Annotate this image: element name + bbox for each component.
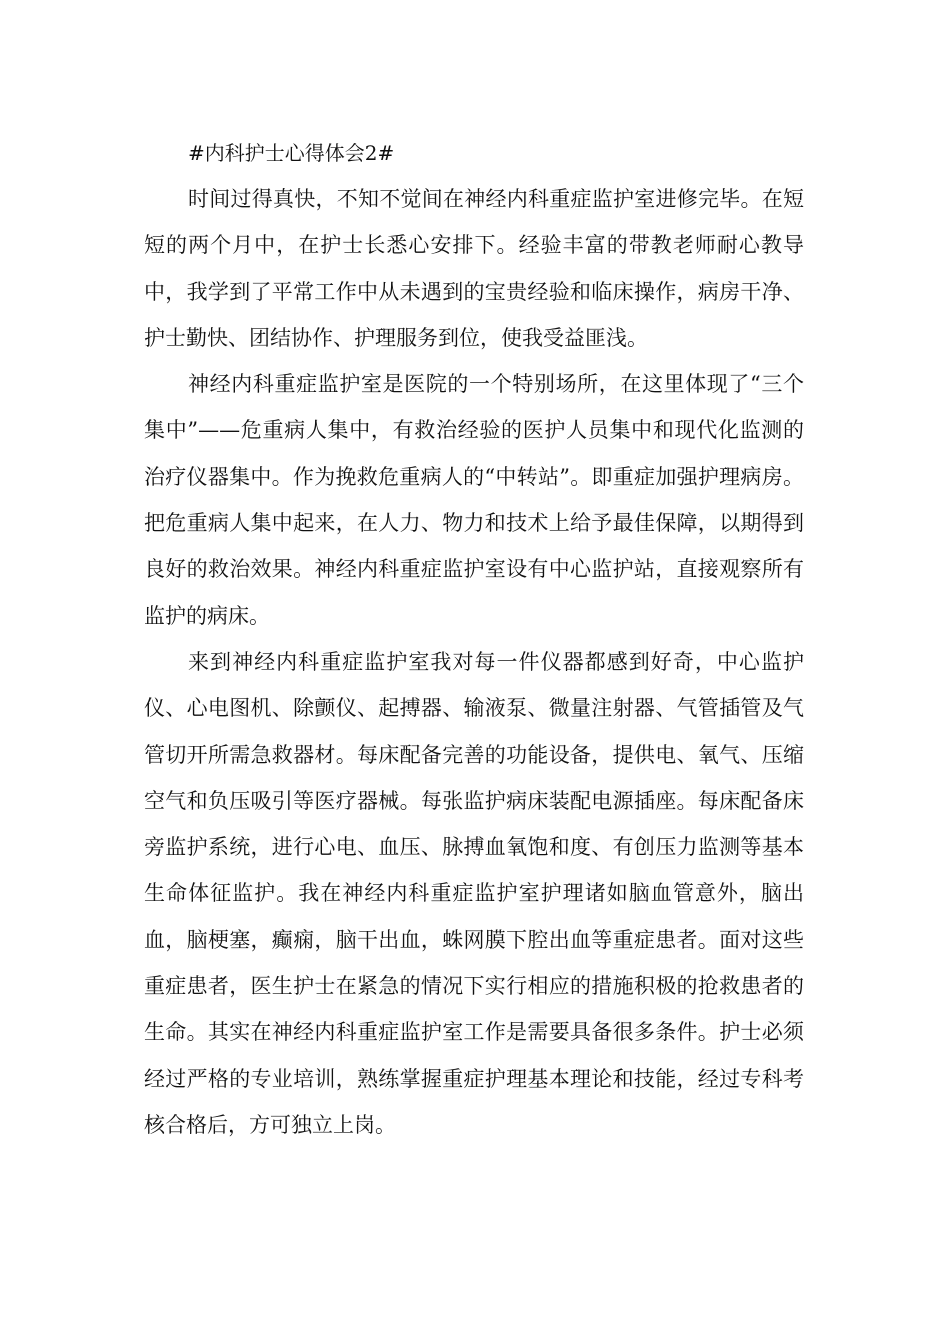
document-body xyxy=(144,130,804,1148)
paragraph-3: 来到神经内科重症监护室我对每一件仪器都感到好奇，中心监护仪、心电图机、除颤仪、起搏器、输液泵、微量注射器、气管插管及气管切开所需急救器材。每床配备完善的功能设备，提供电、氧气、压缩空气和负压吸引等医疗器械。每张监护病床装配电源插座。每床配备床旁监护系统，进行心电、血压、脉搏血氧饱和度、有创压力监测等基本生命体征监护。我在神经内科重症监护室护理诸如脑血管意外，脑出血，脑梗塞，癫痫，脑干出血，蛛网膜下腔出血等重症患者。面对这些重症患者，医生护士在紧急的情况下实行相应的措施积极的抢救患者的生命。其实在神经内科重症监护室工作是需要具备很多条件。护士必须经过严格的专业培训，熟练掌握重症护理基本理论和技能，经过专科考核合格后，方可独立上岗。 xyxy=(144,649,804,1137)
section-heading: #内科护士心得体会2# xyxy=(188,141,395,165)
paragraph-1: 时间过得真快，不知不觉间在神经内科重症监护室进修完毕。在短短的两个月中，在护士长悉心安排下。经验丰富的带教老师耐心教导中，我学到了平常工作中从未遇到的宝贵经验和临床操作，病房干净、护士勤快、团结协作、护理服务到位，使我受益匪浅。 xyxy=(144,187,804,350)
paragraph-2: 神经内科重症监护室是医院的一个特别场所，在这里体现了“三个集中”——危重病人集中，有救治经验的医护人员集中和现代化监测的治疗仪器集中。作为挽救危重病人的“中转站”。即重症加强护理病房。把危重病人集中起来，在人力、物力和技术上给予最佳保障，以期得到良好的救治效果。神经内科重症监护室设有中心监护站，直接观察所有监护的病床。 xyxy=(144,372,804,628)
